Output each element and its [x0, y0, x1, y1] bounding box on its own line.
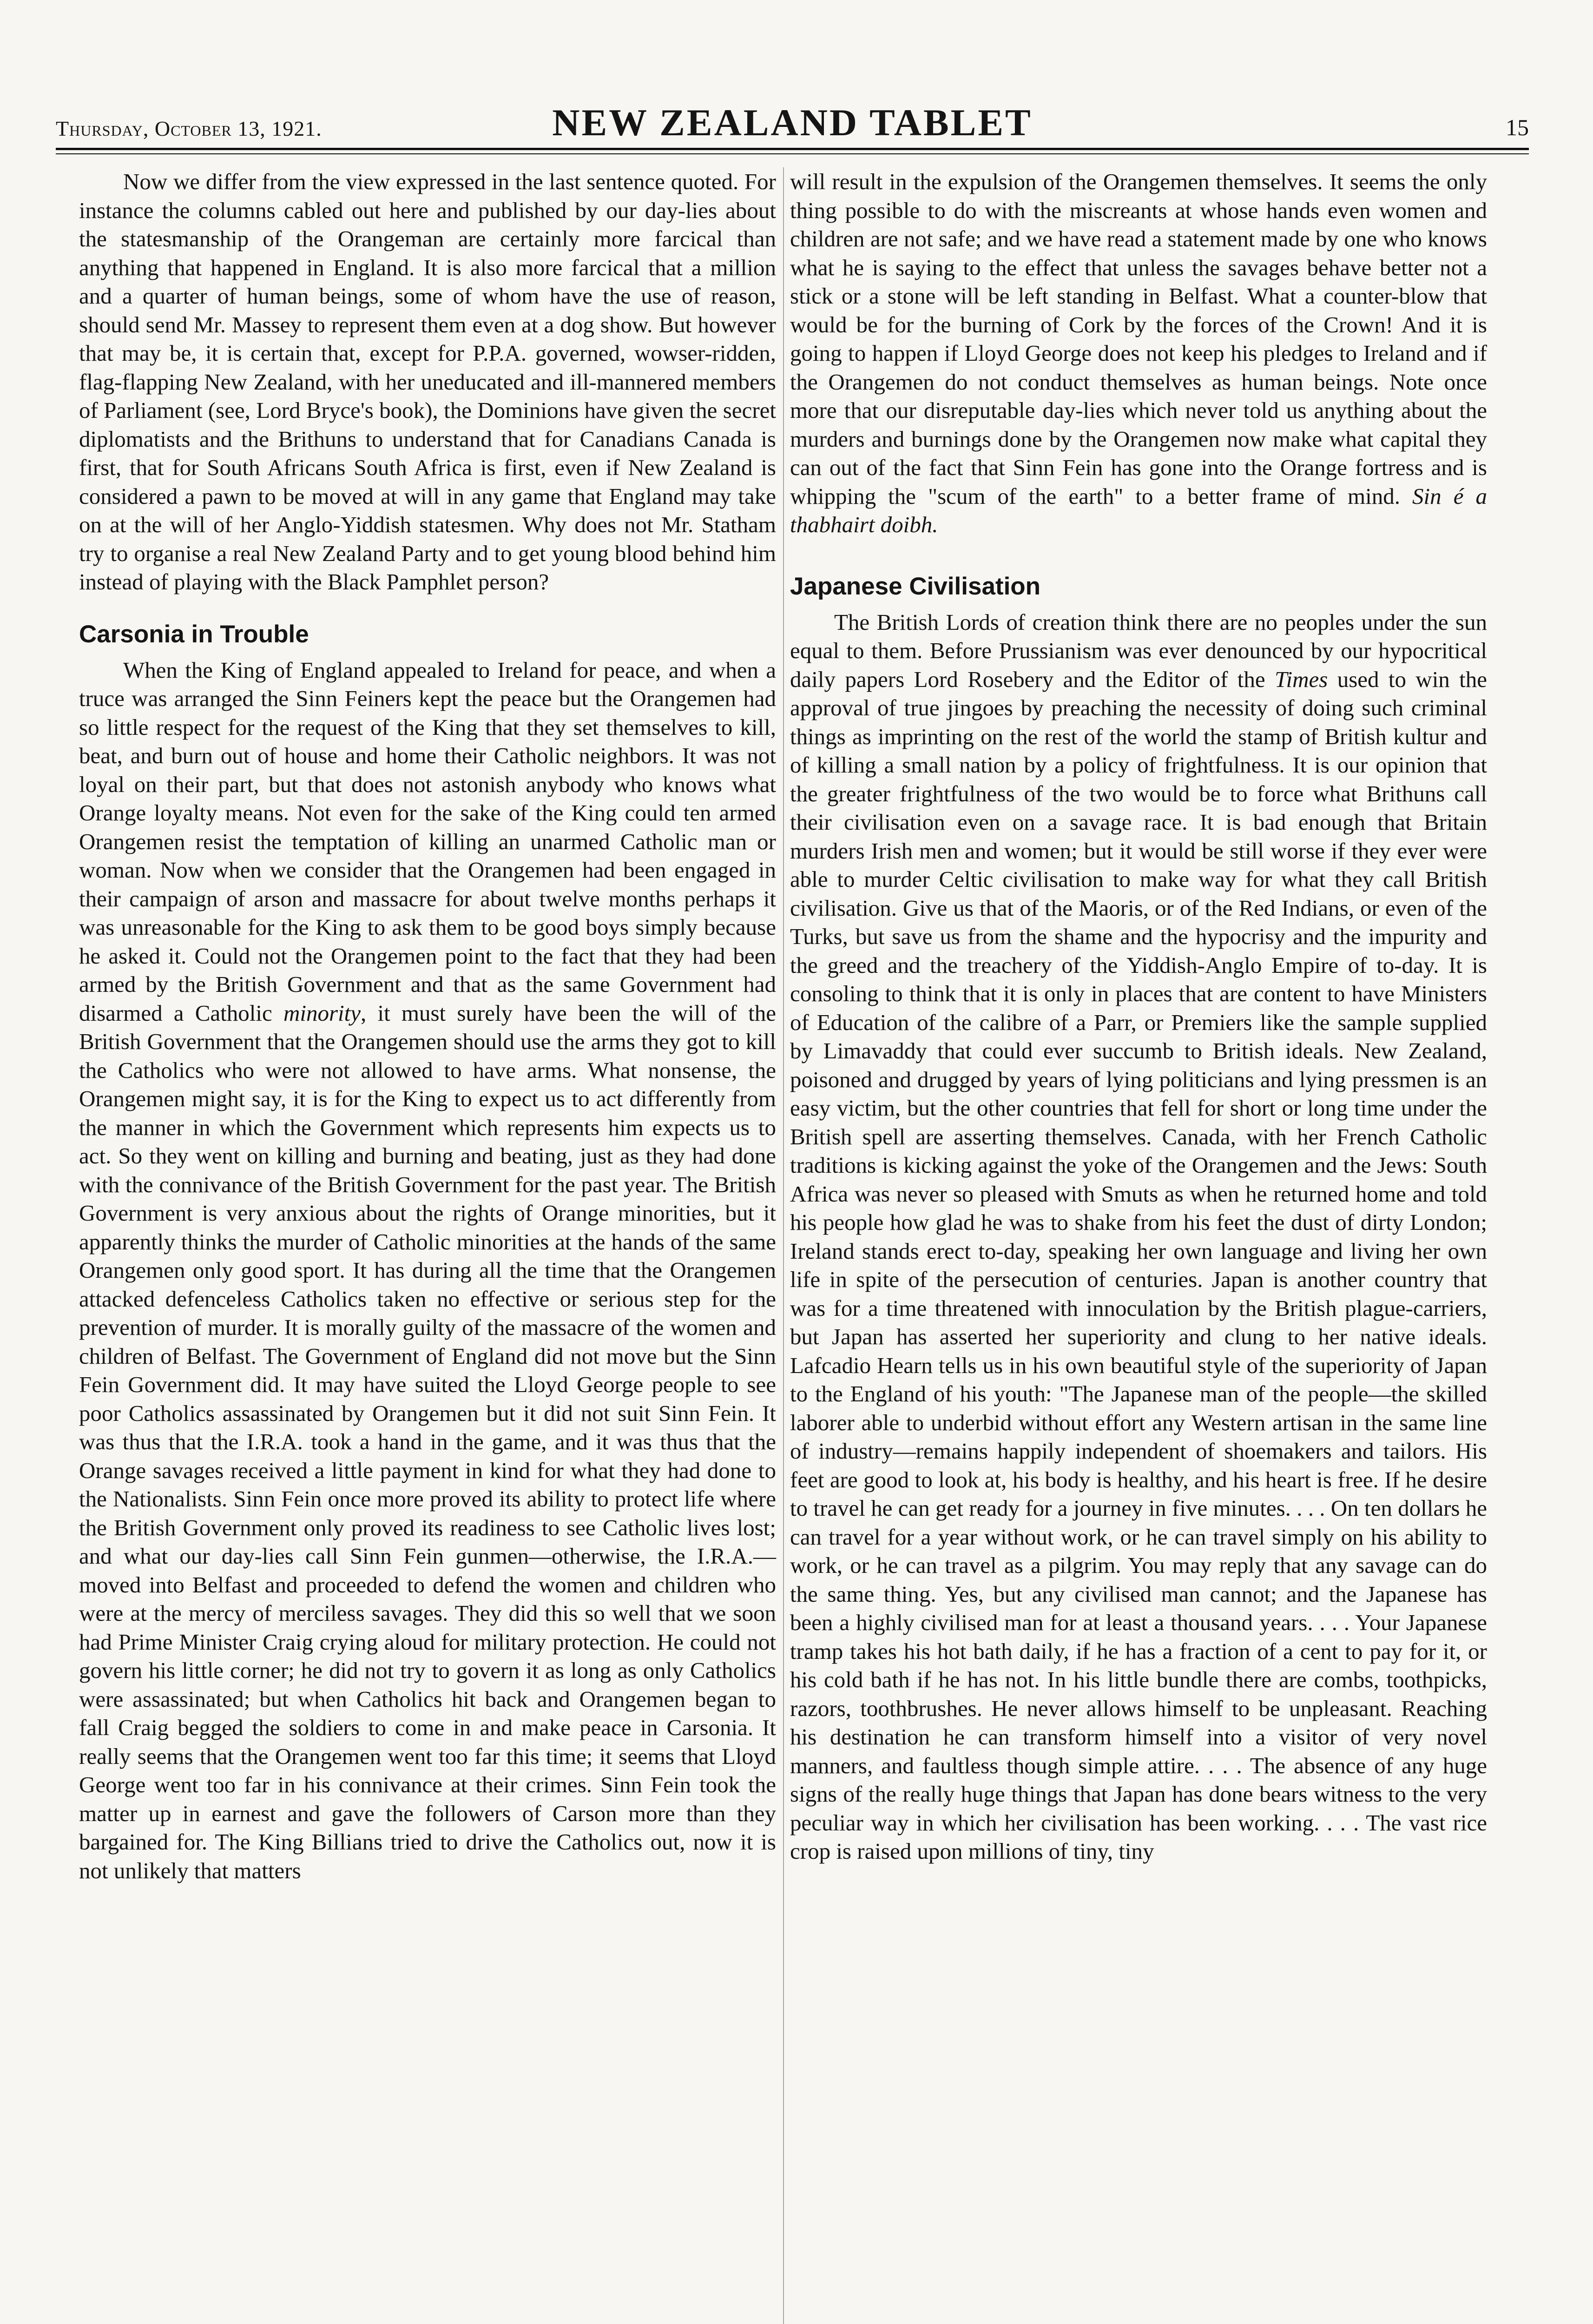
japanese-text-2: used to win the approval of true jingoes by preaching the necessity of doing such criminal things as imprinting on the rest of the world the stamp of British kultur and of killing a small nation by a policy of frightfulness. It is our opinion that the greater frightfulness of the two would be to force what Brithuns call their civilisation even on a savage race. It is bad enough that Britain murders Irish men and women; but it would be still worse if they ever were able to murder Celtic civilisation to make way for what they call British civilisation. Give us that of the Maoris, or of the Red Indians, or even of the Turks, but save us from the shame and the hypocrisy and the impurity and the greed and the treachery of the Yiddish-Anglo Empire of to-day. It is consoling to think that it is only in places that are content to have Ministers of Education of the calibre of a Parr, or Premiers like the sample supplied by Limavaddy that could ever succumb to British ideals. New Zealand, poisoned and drugged by years of lying politicians and lying pressmen is an easy victim, but the other countries that fell for short or long time under the British spell are asserting themselves. Canada, with her French Catholic traditions is kicking against the yoke of the Orangemen and the Jews: South Africa was never so pleased with Smuts as when he returned home and told his people how glad he was to shake from his feet the dust of dirty London; Ireland stands erect to-day, speaking her own language and living her own life in spite of the persecution of centuries. Japan is another country that was for a time threatened with innoculation by the British plague-carriers, but Japan has asserted her superiority and clung to her native ideals. Lafcadio Hearn tells us in his own beautiful style of the superiority of Japan to the England of his youth: "The Japanese man of the people—the skilled laborer able to underbid without effort any Western artisan in the same line of industry—remains happily independent of shoemakers and tailors. His feet are good to look at, his body is healthy, and his heart is free. If he desire to travel he can get ready for a journey in five minutes. . . . On ten dollars he can travel for a year without work, or he can travel simply on his ability to work, or he can travel as a pilgrim. You may reply that any savage can do the same thing. Yes, but any civilised man cannot; and the Japanese has been a highly civilised man for at least a thousand years. . . . Your Japanese tramp takes his hot bath daily, if he has a fraction of a cent to pay for it, or his cold bath if he has not. In his little bundle there are combs, toothpicks, razors, toothbrushes. He never allows himself to be unpleasant. Reaching his destination he can transform himself into a visitor of very novel manners, and faultless though simple attire. . . . The absence of any huge signs of the really huge things that Japan has done bears witness to the very peculiar way in which her civilisation has been working. . . . The vast rice crop is raised upon millions of tiny, tiny [790, 666, 1488, 1864]
section-heading-carsonia: Carsonia in Trouble [79, 620, 309, 648]
page-number: 15 [1506, 114, 1529, 140]
continuation-irish-phrase: Sin é a thabhairt doibh. [790, 483, 1487, 537]
intro-paragraph: Now we differ from the view expressed in the last sentence quoted. For instance the columns cabled out here and published by our day-lies about the statesmanship of the Orangeman are certainly more farcical than anything that happened in England. It is also more farcical that a million and a quarter of human beings, some of whom have the use of reason, should send Mr. Massey to represent them even at a dog show. But however that may be, it is certain that, except for P.P.A. governed, wowser-ridden, flag-flapping New Zealand, with her uneducated and ill-mannered members of Parliament (see, Lord Bryce's book), the Dominions have given the secret diplomatists and the Brithuns to understand that for Canadians Canada is first, that for South Africans South Africa is first, even if New Zealand is considered a pawn to be moved at will in any game that England may take on at the will of her Anglo-Yiddish statesmen. Why does not Mr. Statham try to organise a real New Zealand Party and to get young blood behind him instead of playing with the Black Pamphlet person? [79, 169, 776, 594]
column-divider [783, 167, 784, 2324]
continuation-paragraph [790, 167, 1487, 539]
header-rule [56, 148, 1529, 150]
carsonia-text-1: When the King of England appealed to Ireland for peace, and when a truce was arranged the Sinn Feiners kept the peace but the Orangemen had so little respect for the request of the King that they set themselves to kill, beat, and burn out of house and home their Catholic neighbors. It was not loyal on their part, but that does not astonish anybody who knows what Orange loyalty means. Not even for the sake of the King could ten armed Orangemen resist the temptation of killing an unarmed Catholic man or woman. Now when we consider that the Orangemen had been engaged in their campaign of arson and massacre for about twelve months perhaps it was unreasonable for the King to ask them to be good boys simply because he asked it. Could not the Orangemen point to the fact that they had been armed by the British Government and that as the same Government had disarmed a Catholic [79, 657, 776, 1026]
japanese-paragraph [790, 608, 1487, 1866]
japanese-text-1: The British Lords of creation think there are no peoples under the sun equal to them. Before Prussianism was ever denounced by our hypocritical daily papers Lord Rosebery and the Editor of the [790, 609, 1487, 692]
section-heading-japanese: Japanese Civilisation [790, 572, 1041, 600]
carsonia-paragraph [79, 656, 776, 1885]
issue-date: Thursday, October 13, 1921. [56, 117, 322, 140]
continuation-text: will result in the expulsion of the Orangemen themselves. It seems the only thing possible to do with the miscreants at whose hands even women and children are not safe; and we have read a statement made by one who knows what he is saying to the effect that unless the savages behave better not a stick or a stone will be left standing in Belfast. What a counter-blow that would be for the burning of Cork by the forces of the Crown! And it is going to happen if Lloyd George does not keep his pledges to Ireland and if the Orangemen do not conduct themselves as human beings. Note once more that our disreputable day-lies which never told us anything about the murders and burnings done by the Orangemen now make what capital they can out of the fact that Sinn Fein has gone into the Orange fortress and is whipping the "scum of the earth" to a better frame of mind. [790, 169, 1487, 509]
header-rule-thin [56, 153, 1529, 154]
carsonia-text-2: , it must surely have been the will of the British Government that the Orangemen should use the arms they got to kill the Catholics who were not allowed to have arms. What nonsense, the Orangemen might say, it is for the King to expect us to act differently from the manner in which the Government which represents him expects us to act. So they went on killing and burning and beating, just as they had done with the connivance of the British Government for the past year. The British Government is very anxious about the rights of Orange minorities, but it apparently thinks the murder of Catholic minorities at the hands of the same Orangemen only good sport. It has during all the time that the Orangemen attacked defenceless Catholics taken no effective or serious step for the prevention of murder. It is morally guilty of the massacre of the women and children of Belfast. The Government of England did not move but the Sinn Fein Government did. It may have suited the Lloyd George people to see poor Catholics assassinated by Orangemen but it did not suit Sinn Fein. It was thus that the I.R.A. took a hand in the game, and it was thus that the Orange savages received a little payment in kind for what they had done to the Nationalists. Sinn Fein once more proved its ability to protect life where the British Government only proved its readiness to see Catholic lives lost; and what our day-lies call Sinn Fein gunmen—otherwise, the I.R.A.—moved into Belfast and proceeded to defend the women and children who were at the mercy of merciless savages. They did this so well that we soon had Prime Minister Craig crying aloud for military protection. He could not govern his little corner; he did not try to govern it as long as only Catholics were assassinated; but when Catholics hit back and Orangemen began to fall Craig begged the soldiers to come in and make peace in Carsonia. It really seems that the Orangemen went too far this time; it seems that Lloyd George went too far in his connivance at their crimes. Sinn Fein took the matter up in earnest and gave the followers of Carson more than they bargained for. The King Billians tried to drive the Catholics out, now it is not unlikely that matters [79, 1000, 777, 1883]
page-header [56, 91, 1529, 146]
right-column [790, 167, 1487, 1866]
carsonia-italic: minority [283, 1000, 361, 1026]
left-column [79, 167, 776, 1885]
japanese-italic: Times [1274, 666, 1328, 692]
masthead-title: NEW ZEALAND TABLET [552, 101, 1033, 144]
